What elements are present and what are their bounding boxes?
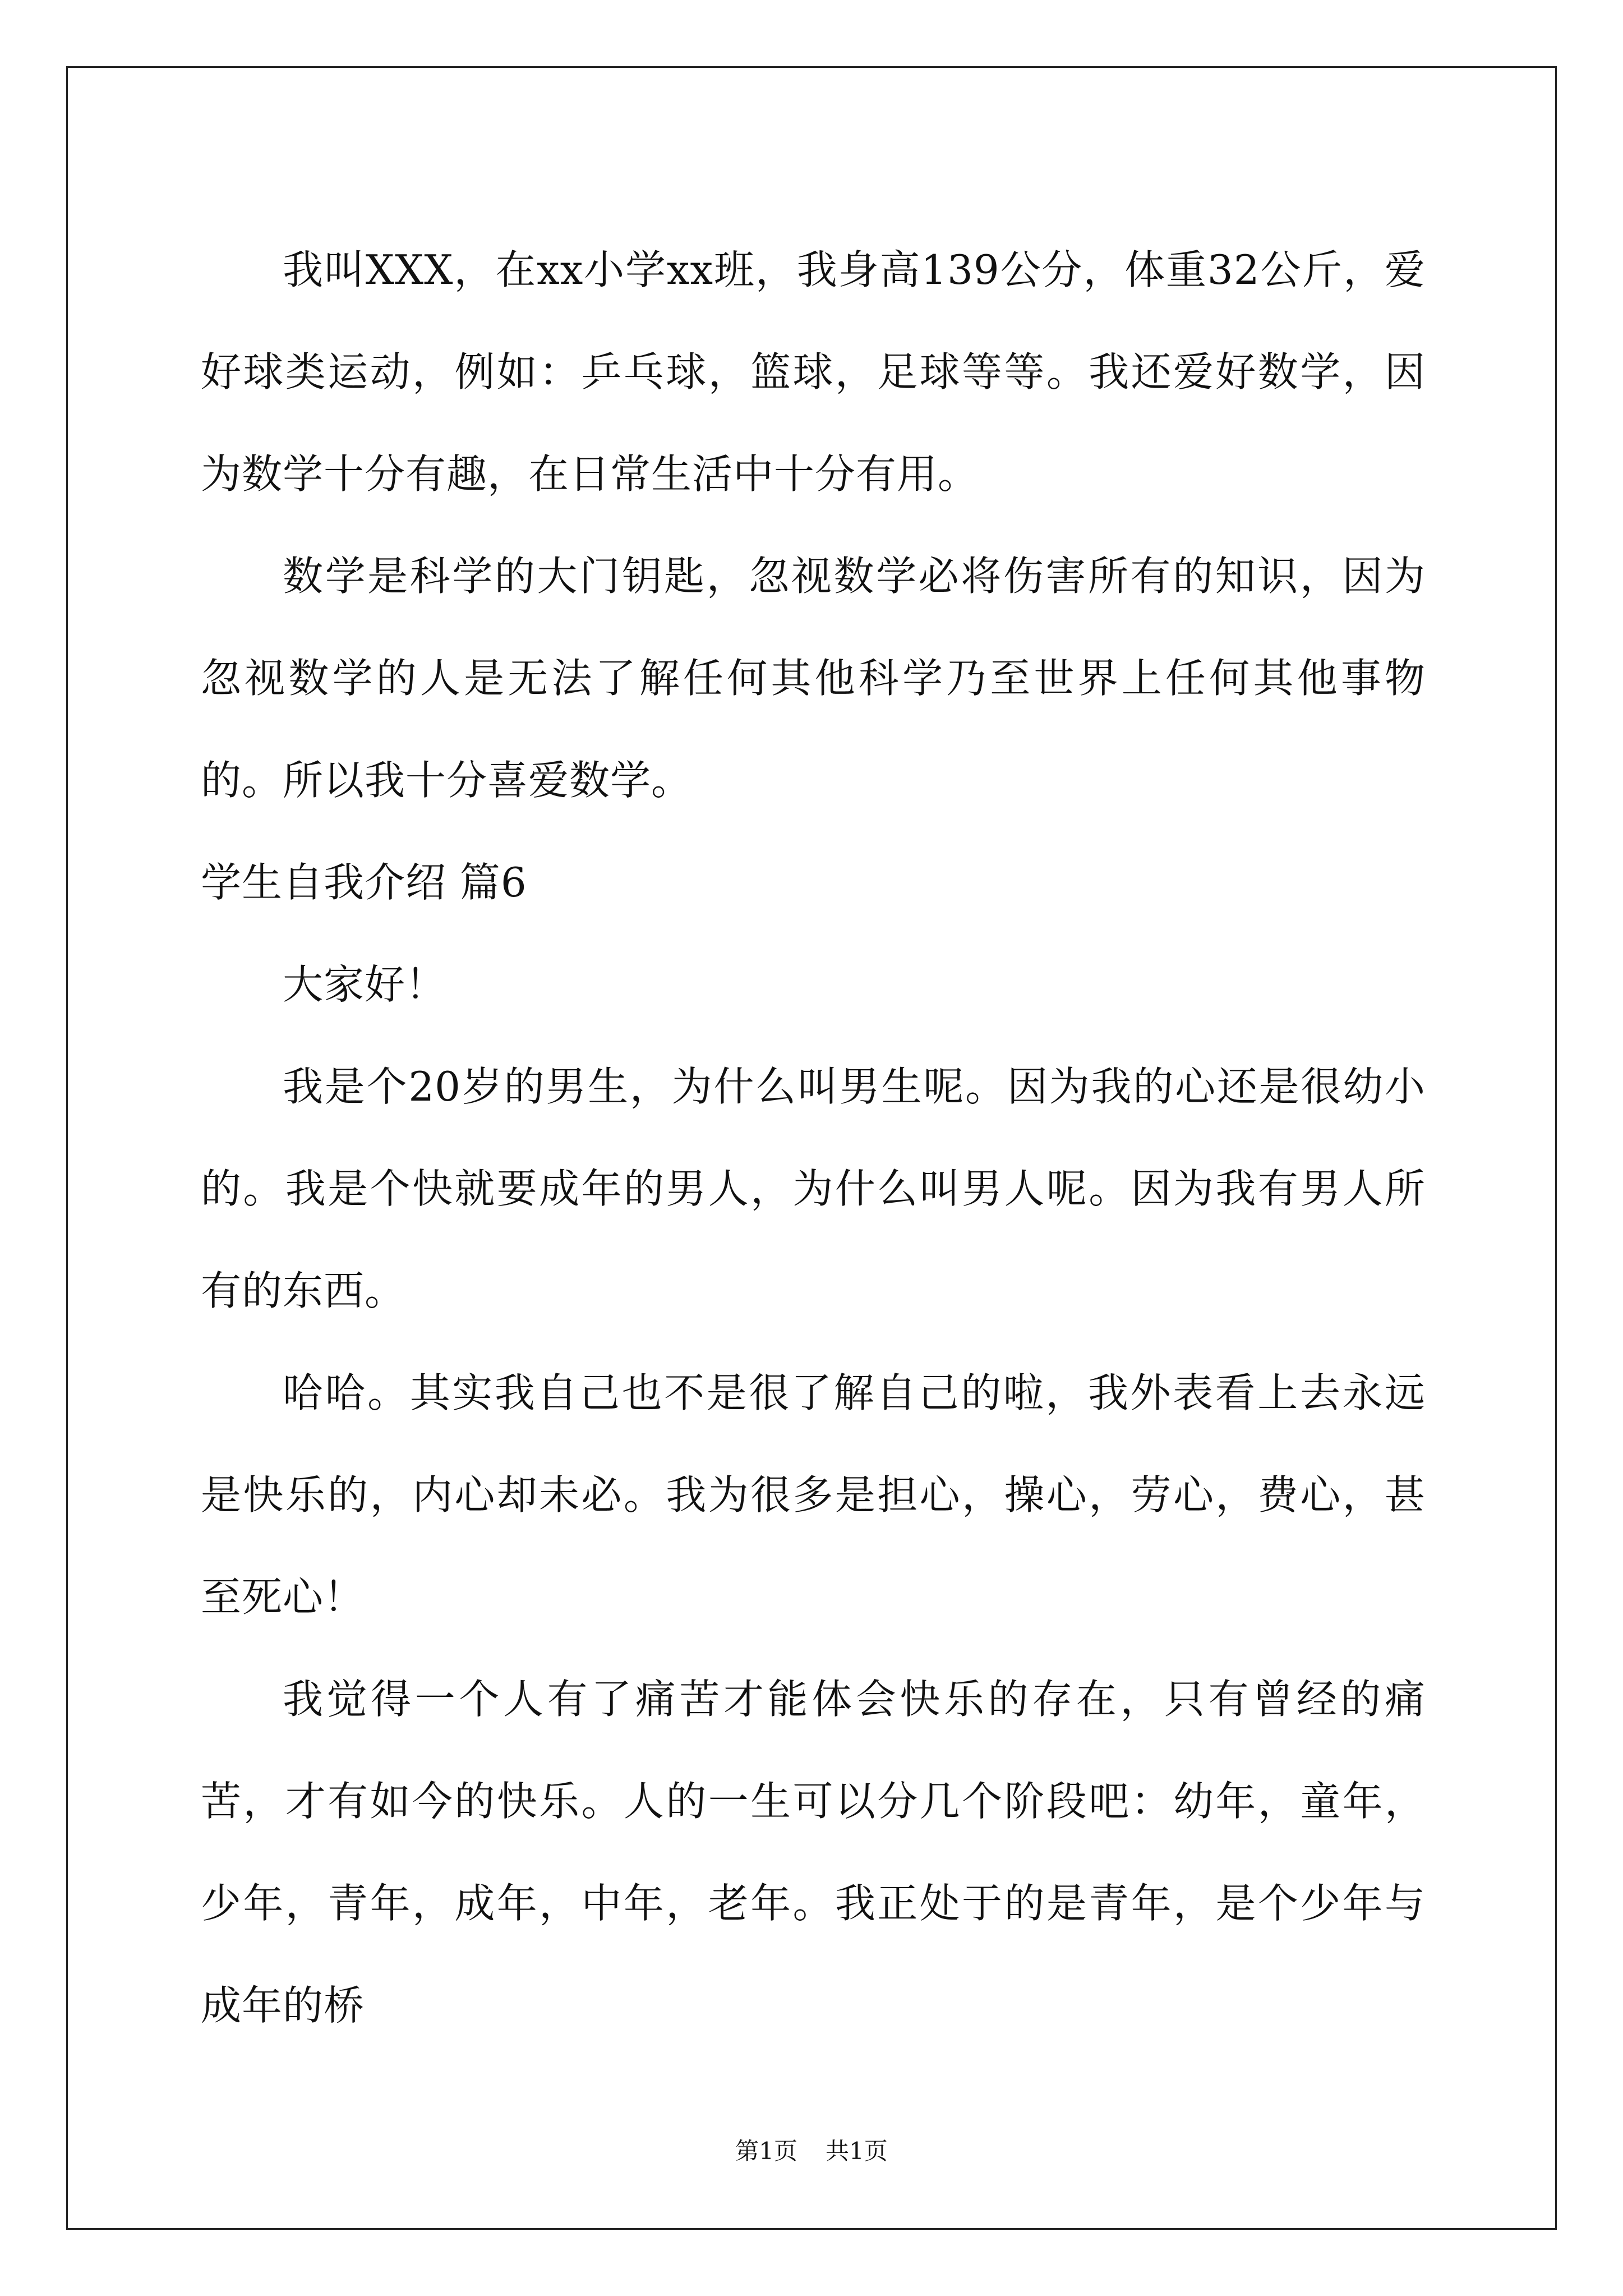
- paragraph-life-stages: 我觉得一个人有了痛苦才能体会快乐的存在，只有曾经的痛苦，才有如今的快乐。人的一生可以分几个阶段吧：幼年，童年，少年，青年，成年，中年，老年。我正处于的是青年，是个少年与成年的桥: [201, 1676, 1426, 2029]
- page-total: 共1页: [826, 2137, 888, 2165]
- document-body: [201, 219, 1426, 2056]
- page-footer: [0, 2134, 1623, 2168]
- paragraph-feelings: 哈哈。其实我自己也不是很了解自己的啦，我外表看上去永远是快乐的，内心却未必。我为很多是担心，操心，劳心，费心，甚至死心！: [201, 1369, 1426, 1621]
- page-number: 第1页: [735, 2137, 797, 2165]
- paragraph-self: 我是个20岁的男生，为什么叫男生呢。因为我的心还是很幼小的。我是个快就要成年的男人，为什么叫男人呢。因为我有男人所有的东西。: [201, 1063, 1426, 1314]
- section-heading: 学生自我介绍 篇6: [201, 859, 527, 906]
- paragraph-greeting: 大家好！: [283, 961, 447, 1008]
- paragraph-math: 数学是科学的大门钥匙，忽视数学必将伤害所有的知识，因为忽视数学的人是无法了解任何其他科学乃至世界上任何其他事物的。所以我十分喜爱数学。: [201, 553, 1426, 804]
- paragraph-intro: 我叫XXX，在xx小学xx班，我身高139公分，体重32公斤，爱好球类运动，例如：乒乓球，篮球，足球等等。我还爱好数学，因为数学十分有趣，在日常生活中十分有用。: [201, 246, 1426, 498]
